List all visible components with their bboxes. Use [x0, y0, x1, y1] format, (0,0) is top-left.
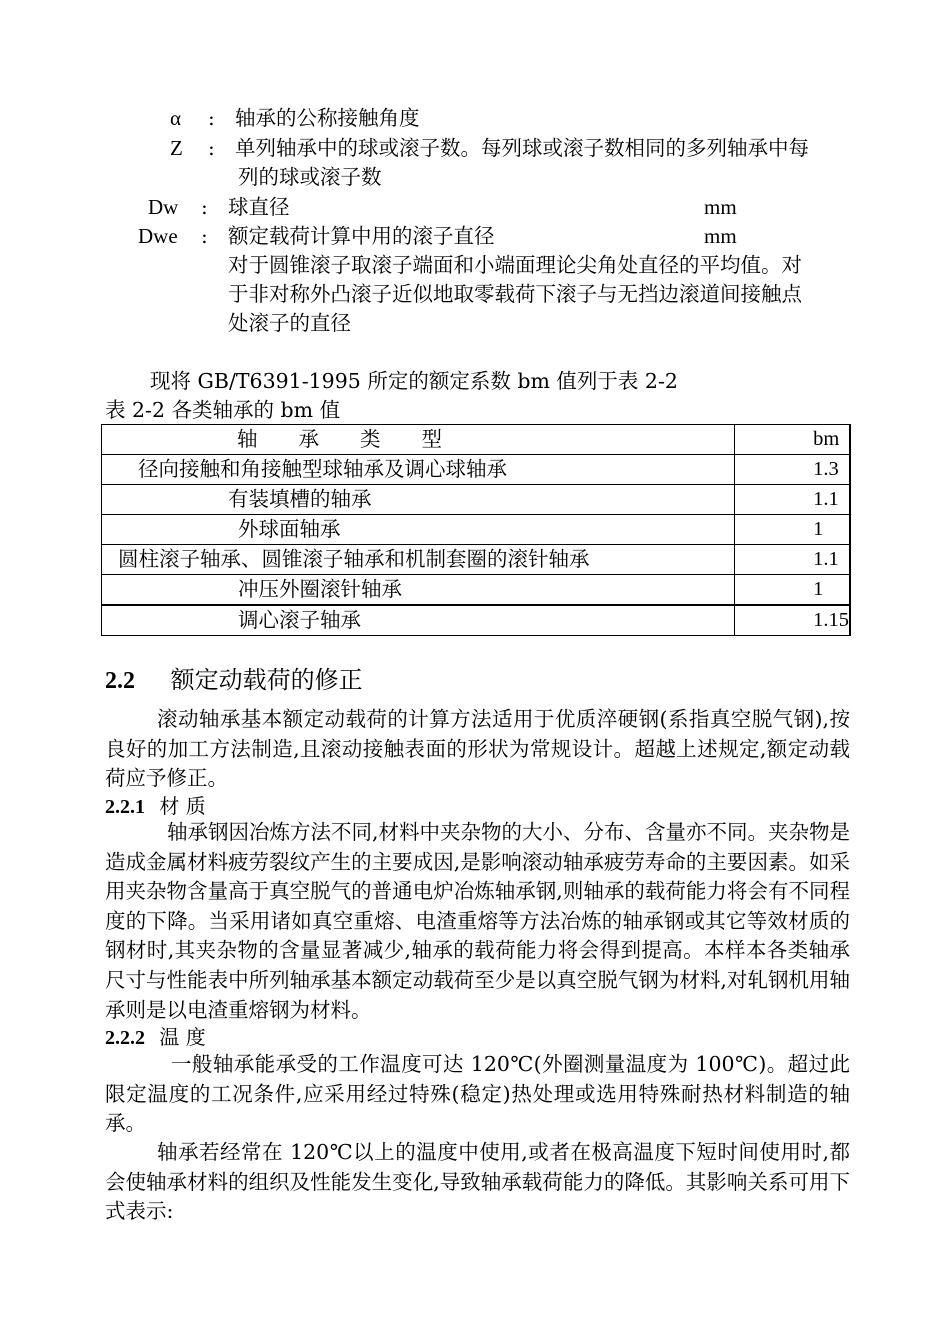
- dwe-note-line: 于非对称外凸滚子近似地取零载荷下滚子与无挡边滚道间接触点: [228, 282, 802, 306]
- symbol-desc: 轴承的公称接触角度: [235, 106, 420, 130]
- symbol-colon: :: [201, 224, 208, 248]
- subsection-heading: [105, 1023, 206, 1052]
- table-cell-bm: 1.1: [735, 545, 850, 575]
- table-row: [102, 455, 851, 485]
- table-cell-bm: 1.3: [735, 455, 850, 485]
- table-row: [102, 485, 851, 515]
- symbol-colon: :: [208, 106, 215, 130]
- section-number: 2.2: [105, 668, 135, 694]
- subsection-title: 温 度: [159, 1025, 206, 1049]
- temperature-paragraph: 轴承若经常在 120℃以上的温度中使用,或者在极高温度下短时间使用时,都会使轴承材料的组织及性能发生变化,导致轴承载荷能力的降低。其影响关系可用下式表示:: [105, 1140, 850, 1224]
- table-cell-bm: 1: [735, 515, 850, 545]
- section-title: 额定动载荷的修正: [170, 666, 363, 694]
- dwe-note-line: 对于圆锥滚子取滚子端面和小端面理论尖角处直径的平均值。对: [228, 253, 802, 277]
- subsection-title: 材 质: [159, 794, 206, 818]
- intro-line: 现将 GB/T6391-1995 所定的额定系数 bm 值列于表 2-2: [150, 369, 678, 393]
- unit-label: mm: [704, 224, 737, 248]
- table-cell-type: 调心滚子轴承: [102, 605, 735, 636]
- table-caption: 表 2-2 各类轴承的 bm 值: [105, 398, 341, 422]
- subsection-number: 2.2.1: [105, 796, 145, 818]
- table-cell-type: 冲压外圈滚针轴承: [102, 575, 735, 606]
- table-header-row: [102, 425, 851, 455]
- table-cell-type: 径向接触和角接触型球轴承及调心球轴承: [102, 455, 735, 485]
- symbol-colon: :: [208, 136, 215, 160]
- symbol-dw: Dw: [148, 195, 179, 219]
- table-cell-bm: 1.1: [735, 485, 850, 515]
- symbol-desc: 列的球或滚子数: [238, 165, 382, 189]
- unit-label: mm: [704, 195, 737, 219]
- symbol-alpha: α: [170, 106, 182, 130]
- bm-table: [101, 424, 851, 636]
- symbol-colon: :: [201, 195, 208, 219]
- table-header-cell: bm: [735, 425, 850, 455]
- material-paragraph: 轴承钢因冶炼方法不同,材料中夹杂物的大小、分布、含量亦不同。夹杂物是造成金属材料疲劳裂纹产生的主要成因,是影响滚动轴承疲劳寿命的主要因素。如采用夹杂物含量高于真空脱气的普通电炉冶炼轴承钢,则轴承的载荷能力将会有不同程度的下降。当采用诸如真空重熔、电渣重熔等方法冶炼的轴承钢或其它等效材质的钢材时,其夹杂物的含量显著减少,轴承的载荷能力将会得到提高。本样本各类轴承尺寸与性能表中所列轴承基本额定动载荷至少是以真空脱气钢为材料,对轧钢机用轴承则是以电渣重熔钢为材料。: [105, 820, 851, 1022]
- table-cell-type: 有装填槽的轴承: [102, 485, 735, 515]
- temperature-paragraph: 一般轴承能承受的工作温度可达 120℃(外圈测量温度为 100℃)。超过此限定温度的工况条件,应采用经过特殊(稳定)热处理或选用特殊耐热材料制造的轴承。: [105, 1052, 850, 1136]
- table-row: [102, 575, 851, 606]
- symbol-z: Z: [170, 136, 183, 160]
- symbol-desc: 球直径: [228, 195, 290, 219]
- table-cell-type: 圆柱滚子轴承、圆锥滚子轴承和机制套圈的滚针轴承: [102, 545, 735, 575]
- symbol-desc: 额定载荷计算中用的滚子直径: [228, 224, 495, 248]
- table-cell-bm: 1: [735, 575, 850, 606]
- symbol-dwe: Dwe: [138, 224, 178, 248]
- dwe-note-line: 处滚子的直径: [228, 311, 351, 335]
- table-cell-type: 外球面轴承: [102, 515, 735, 545]
- section-heading: [105, 664, 363, 697]
- subsection-number: 2.2.2: [105, 1027, 145, 1049]
- table-row: [102, 605, 851, 636]
- section-paragraph: 滚动轴承基本额定动载荷的计算方法适用于优质淬硬钢(系指真空脱气钢),按良好的加工方法制造,且滚动接触表面的形状为常规设计。超越上述规定,额定动载荷应予修正。: [105, 707, 850, 791]
- symbol-desc: 单列轴承中的球或滚子数。每列球或滚子数相同的多列轴承中每: [235, 136, 809, 160]
- table-header-cell: 轴 承 类 型: [102, 425, 735, 455]
- subsection-heading: [105, 792, 206, 821]
- table-cell-bm: 1.15: [735, 605, 850, 636]
- table-row: [102, 545, 851, 575]
- table-row: [102, 515, 851, 545]
